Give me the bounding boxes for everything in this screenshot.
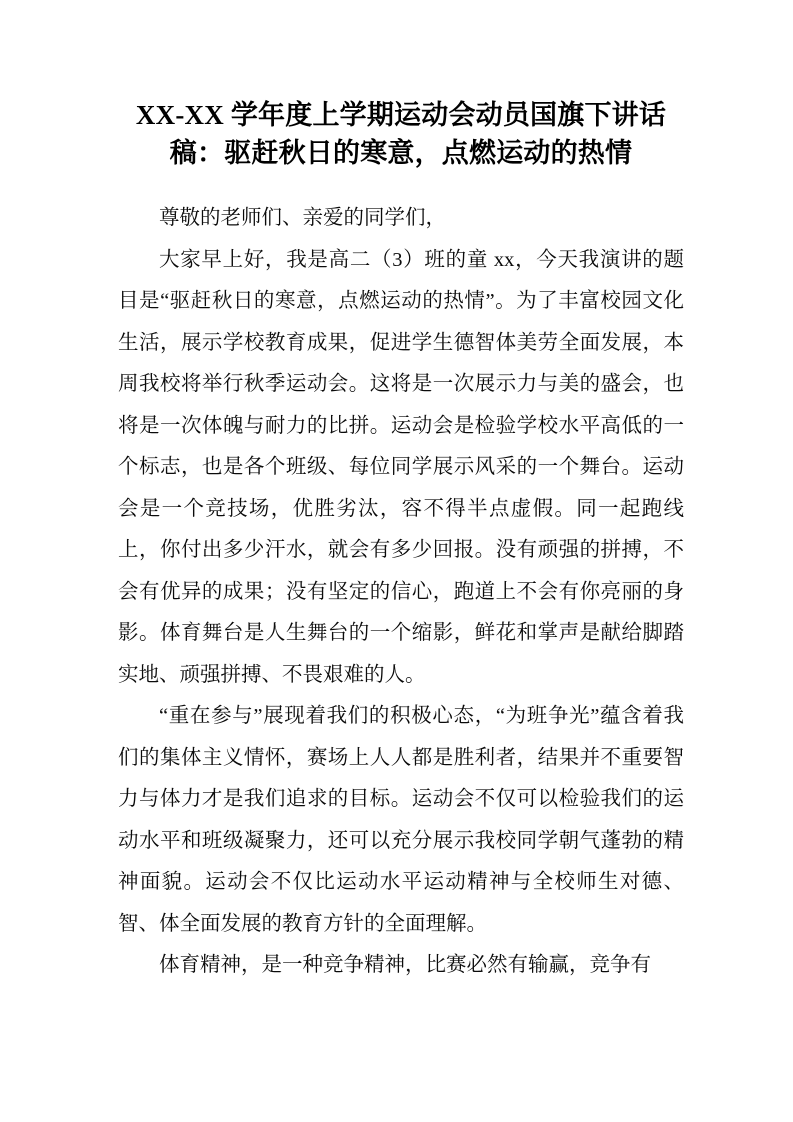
document-title: XX-XX 学年度上学期运动会动员国旗下讲话稿：驱赶秋日的寒意，点燃运动的热情 <box>135 100 667 168</box>
paragraph-body-2: “重在参与”展现着我们的积极心态，“为班争光”蕴含着我们的集体主义情怀，赛场上人人都是胜利者，结果并不重要智力与体力才是我们追求的目标。运动会不仅可以检验我们的运动水平和班级凝聚力，还可以充分展示我校同学朝气蓬勃的精神面貌。运动会不仅比运动水平运动精神与全校师生对德、智、体全面发展的教育方针的全面理解。 <box>118 705 684 935</box>
document-content <box>118 0 684 987</box>
paragraph-body-1: 大家早上好，我是高二（3）班的童 xx，今天我演讲的题目是“驱赶秋日的寒意，点燃运动的热情”。为了丰富校园文化生活，展示学校教育成果，促进学生德智体美劳全面发展，本周我校将举行秋季运动会。这将是一次展示力与美的盛会，也将是一次体魄与耐力的比拼。运动会是检验学校水平高低的一个标志，也是各个班级、每位同学展示风采的一个舞台。运动会是一个竞技场，优胜劣汰，容不得半点虚假。同一起跑线上，你付出多少汗水，就会有多少回报。没有顽强的拼搏，不会有优异的成果；没有坚定的信心，跑道上不会有你亮丽的身影。体育舞台是人生舞台的一个缩影，鲜花和掌声是献给脚踏实地、顽强拼搏、不畏艰难的人。 <box>118 248 684 686</box>
paragraph-salutation: 尊敬的老师们、亲爱的同学们， <box>159 207 446 229</box>
paragraph-body-3: 体育精神，是一种竞争精神，比赛必然有输赢，竞争有 <box>159 954 651 976</box>
